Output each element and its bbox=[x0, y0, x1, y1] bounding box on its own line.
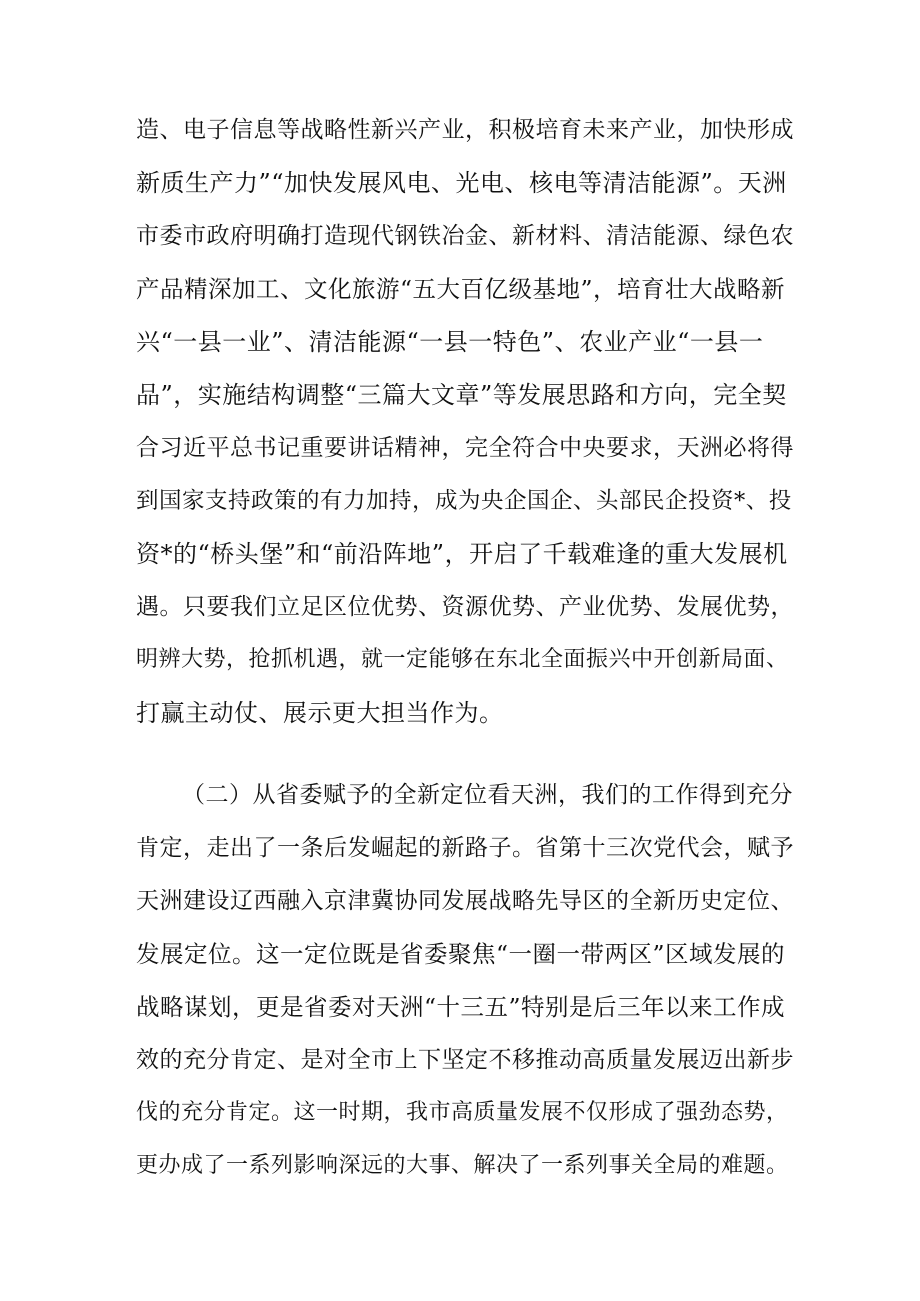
paragraph-line: 遇。只要我们立足区位优势、资源优势、产业优势、发展优势， bbox=[136, 594, 794, 620]
paragraph-line: 品”，实施结构调整“三篇大文章”等发展思路和方向，完全契 bbox=[136, 381, 787, 409]
paragraph-line: 天洲建设辽西融入京津冀协同发展战略先导区的全新历史定位、 bbox=[136, 888, 794, 914]
paragraph-line: 更办成了一系列影响深远的大事、解决了一系列事关全局的难题。 bbox=[136, 1153, 789, 1178]
paragraph-line: 明辨大势，抢抓机遇，就一定能够在东北全面振兴中开创新局面、 bbox=[136, 647, 789, 672]
paragraph-line: 发展定位。这一定位既是省委聚焦“一圈一带两区”区域发展的 bbox=[136, 940, 786, 968]
paragraph-line: 产品精深加工、文化旅游“五大百亿级基地”，培育壮大战略新 bbox=[136, 275, 786, 303]
paragraph-line: （二）从省委赋予的全新定位看天洲，我们的工作得到充分 bbox=[182, 782, 793, 808]
paragraph-line: 合习近平总书记重要讲话精神，完全符合中央要求，天洲必将得 bbox=[136, 435, 794, 461]
paragraph-line: 兴“一县一业”、清洁能源“一县一特色”、农业产业“一县一 bbox=[136, 328, 764, 356]
paragraph-line: 到国家支持政策的有力加持，成为央企国企、头部民企投资*、投 bbox=[136, 488, 792, 514]
paragraph-line: 新质生产力”“加快发展风电、光电、核电等清洁能源”。天洲 bbox=[136, 169, 787, 197]
paragraph-line: 伐的充分肯定。这一时期，我市高质量发展不仅形成了强劲态势， bbox=[136, 1100, 789, 1125]
paragraph-line: 效的充分肯定、是对全市上下坚定不移推动高质量发展迈出新步 bbox=[136, 1047, 794, 1073]
paragraph-line: 肯定，走出了一条后发崛起的新路子。省第十三次党代会，赋予 bbox=[136, 835, 794, 861]
paragraph-line: 资*的“桥头堡”和“前沿阵地”，开启了千载难逢的重大发展机 bbox=[136, 540, 788, 568]
paragraph-line: 造、电子信息等战略性新兴产业，积极培育未来产业，加快形成 bbox=[136, 117, 794, 143]
paragraph-line: 市委市政府明确打造现代钢铁冶金、新材料、清洁能源、绿色农 bbox=[136, 223, 794, 249]
paragraph-line: 战略谋划，更是省委对天洲“十三五”特别是后三年以来工作成 bbox=[136, 993, 786, 1021]
paragraph-line: 打赢主动仗、展示更大担当作为。 bbox=[136, 699, 504, 727]
